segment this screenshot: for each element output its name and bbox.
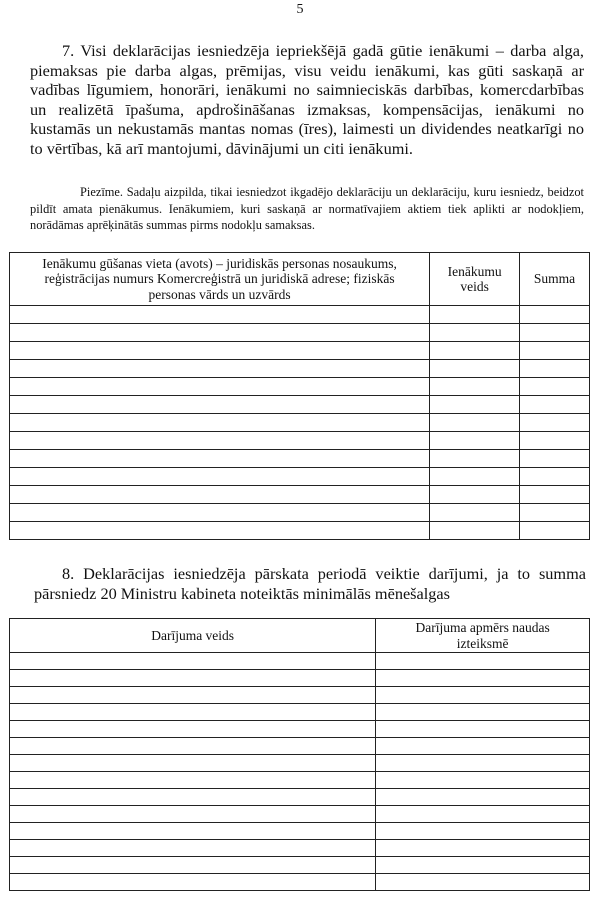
- table-cell[interactable]: [430, 486, 520, 504]
- table-cell[interactable]: [376, 687, 590, 704]
- table-cell[interactable]: [376, 721, 590, 738]
- table-cell[interactable]: [520, 522, 590, 540]
- table-cell[interactable]: [376, 755, 590, 772]
- table-cell[interactable]: [430, 504, 520, 522]
- table-cell[interactable]: [430, 378, 520, 396]
- table-cell[interactable]: [376, 823, 590, 840]
- transaction-table-row: [10, 755, 590, 772]
- table-cell[interactable]: [430, 468, 520, 486]
- table-cell[interactable]: [10, 653, 376, 670]
- table-cell[interactable]: [520, 468, 590, 486]
- income-table-row: [10, 324, 590, 342]
- table-cell[interactable]: [10, 396, 430, 414]
- table-cell[interactable]: [10, 486, 430, 504]
- page-number: 5: [296, 2, 304, 17]
- table-cell[interactable]: [376, 653, 590, 670]
- table-cell[interactable]: [10, 360, 430, 378]
- table-cell[interactable]: [10, 342, 430, 360]
- table-cell[interactable]: [10, 874, 376, 891]
- table-cell[interactable]: [520, 432, 590, 450]
- table-cell[interactable]: [376, 772, 590, 789]
- table-cell[interactable]: [10, 840, 376, 857]
- table-cell[interactable]: [430, 522, 520, 540]
- table-cell[interactable]: [10, 522, 430, 540]
- table-cell[interactable]: [376, 704, 590, 721]
- income-table-row: [10, 306, 590, 324]
- table-cell[interactable]: [10, 721, 376, 738]
- table-cell[interactable]: [430, 306, 520, 324]
- income-table-row: [10, 468, 590, 486]
- table-cell[interactable]: [520, 360, 590, 378]
- table-cell[interactable]: [520, 396, 590, 414]
- table-cell[interactable]: [430, 360, 520, 378]
- income-table-row: [10, 432, 590, 450]
- table-cell[interactable]: [10, 772, 376, 789]
- income-table-row: [10, 522, 590, 540]
- table-cell[interactable]: [430, 324, 520, 342]
- table-cell[interactable]: [430, 342, 520, 360]
- table-cell[interactable]: [10, 468, 430, 486]
- transaction-table-row: [10, 857, 590, 874]
- income-table-row: [10, 504, 590, 522]
- table-cell[interactable]: [10, 378, 430, 396]
- table-cell[interactable]: [520, 324, 590, 342]
- transaction-table-body: [10, 653, 590, 891]
- table-cell[interactable]: [520, 450, 590, 468]
- table-cell[interactable]: [376, 874, 590, 891]
- table-cell[interactable]: [10, 806, 376, 823]
- table-cell[interactable]: [520, 378, 590, 396]
- table-cell[interactable]: [430, 450, 520, 468]
- table-cell[interactable]: [520, 414, 590, 432]
- transaction-table-row: [10, 823, 590, 840]
- income-table-row: [10, 378, 590, 396]
- income-table-body: [10, 306, 590, 540]
- table-cell[interactable]: [430, 432, 520, 450]
- table-cell[interactable]: [376, 840, 590, 857]
- section-8-paragraph: 8. Deklarācijas iesniedzēja pārskata periodā veiktie darījumi, ja to summa pārsniedz 20 Ministru kabineta noteiktās minimālās mēnešalgas: [34, 564, 586, 603]
- table-cell[interactable]: [376, 857, 590, 874]
- table-cell[interactable]: [10, 687, 376, 704]
- income-source-header: Ienākumu gūšanas vieta (avots) – juridiskās personas nosaukums, reģistrācijas numurs Komercreģistrā un juridiskā adrese; fiziskās personas vārds un uzvārds: [10, 253, 430, 306]
- transaction-table-row: [10, 840, 590, 857]
- income-table-row: [10, 342, 590, 360]
- income-amount-header: Summa: [520, 253, 590, 306]
- income-table-row: [10, 450, 590, 468]
- table-cell[interactable]: [430, 414, 520, 432]
- transaction-table-row: [10, 670, 590, 687]
- table-cell[interactable]: [520, 342, 590, 360]
- table-cell[interactable]: [10, 450, 430, 468]
- table-cell[interactable]: [10, 857, 376, 874]
- transaction-amount-header: Darījuma apmērs naudas izteiksmē: [376, 619, 590, 653]
- transaction-table-row: [10, 721, 590, 738]
- transaction-table-header-row: [10, 619, 590, 653]
- table-cell[interactable]: [10, 755, 376, 772]
- transaction-table-row: [10, 704, 590, 721]
- transaction-table-row: [10, 772, 590, 789]
- table-cell[interactable]: [376, 738, 590, 755]
- income-table-row: [10, 414, 590, 432]
- income-table-row: [10, 396, 590, 414]
- table-cell[interactable]: [10, 414, 430, 432]
- section-7-paragraph: 7. Visi deklarācijas iesniedzēja iepriekšējā gadā gūtie ienākumi – darba alga, piemaksas pie darba algas, prēmijas, visu veidu ienākumi, kas gūti saskaņā ar vadības līgumiem, honorāri, ienākumi no saimnieciskās darbības, komercdarbības un realizētā īpašuma, apdrošināšanas izmaksas, kompensācijas, ienākumi no kustamās un nekustamās mantas nomas (īres), laimesti un dividendes neatkarīgi no to vērtības, kā arī mantojumi, dāvinājumi un citi ienākumi.: [30, 41, 584, 158]
- income-table-row: [10, 486, 590, 504]
- table-cell[interactable]: [10, 306, 430, 324]
- table-cell[interactable]: [10, 324, 430, 342]
- table-cell[interactable]: [10, 670, 376, 687]
- table-cell[interactable]: [10, 823, 376, 840]
- transaction-table-row: [10, 874, 590, 891]
- transaction-table-row: [10, 789, 590, 806]
- income-table-header-row: [10, 253, 590, 306]
- table-cell[interactable]: [10, 738, 376, 755]
- table-cell[interactable]: [376, 670, 590, 687]
- table-cell[interactable]: [520, 486, 590, 504]
- table-cell[interactable]: [10, 432, 430, 450]
- table-cell[interactable]: [10, 789, 376, 806]
- table-cell[interactable]: [430, 396, 520, 414]
- table-cell[interactable]: [10, 704, 376, 721]
- income-table: [9, 252, 590, 540]
- table-cell[interactable]: [376, 806, 590, 823]
- income-table-row: [10, 360, 590, 378]
- transaction-type-header: Darījuma veids: [10, 619, 376, 653]
- table-cell[interactable]: [10, 504, 430, 522]
- transaction-table-row: [10, 653, 590, 670]
- table-cell[interactable]: [520, 306, 590, 324]
- transaction-table-row: [10, 738, 590, 755]
- section-7-note: Piezīme. Sadaļu aizpilda, tikai iesniedzot ikgadējo deklarāciju un deklarāciju, kuru iesniedz, beidzot pildīt amata pienākumus. Ienākumiem, kuri saskaņā ar normatīvajiem aktiem tiek aplikti ar nodokļiem, norādāmas aprēķinātās summas pirms nodokļu samaksas.: [30, 185, 584, 233]
- table-cell[interactable]: [376, 789, 590, 806]
- table-cell[interactable]: [520, 504, 590, 522]
- transaction-table: [9, 618, 590, 891]
- transaction-table-row: [10, 806, 590, 823]
- income-type-header: Ienākumu veids: [430, 253, 520, 306]
- transaction-table-row: [10, 687, 590, 704]
